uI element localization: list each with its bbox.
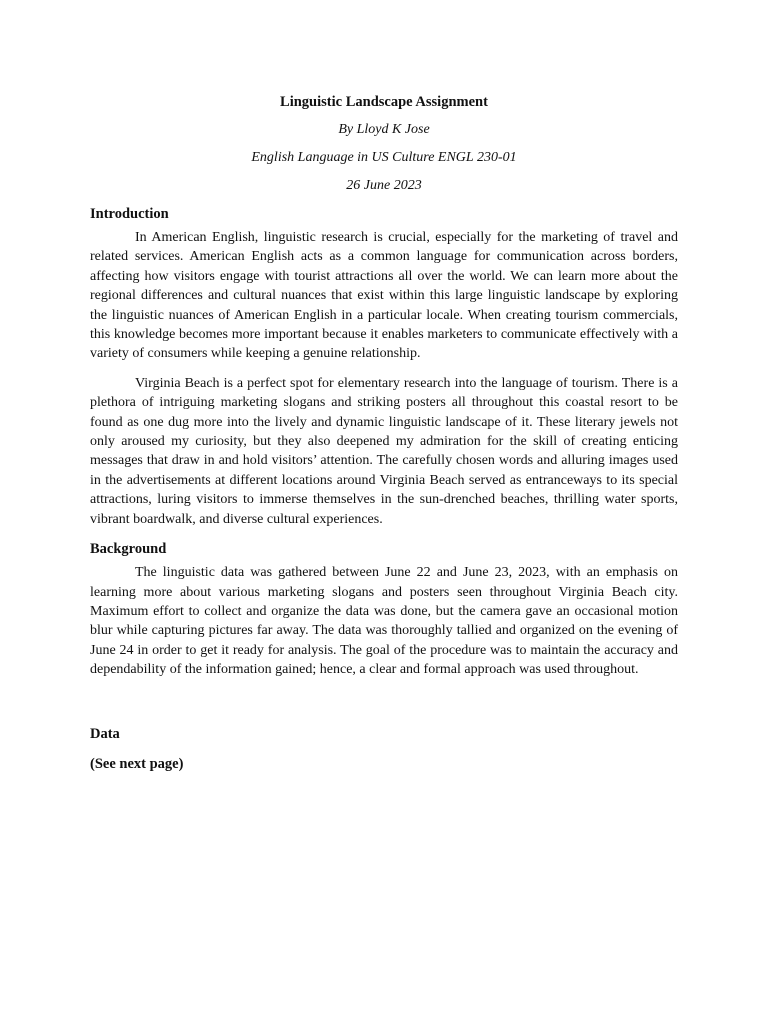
introduction-heading: Introduction — [90, 206, 169, 222]
document-page — [90, 92, 678, 778]
author-line: By Lloyd K Jose — [338, 122, 430, 137]
see-next-page-note: (See next page) — [90, 755, 184, 772]
introduction-paragraph-2: Virginia Beach is a perfect spot for elementary research into the language of tourism. There is a plethora of intriguing marketing slogans and striking posters all throughout this coastal resort to be found as one dug more into the lively and dynamic linguistic landscape of it. These literary jewels not only aroused my curiosity, but they also deepened my admiration for the skill of creating enticing messages that draw in and hold visitors’ attention. The carefully chosen words and alluring images used in the advertisements at different locations around Virginia Beach served as entranceways to its special attractions, luring visitors to immerse themselves in the sun-drenched beaches, thrilling water sports, vibrant boardwalk, and diverse cultural experiences. — [90, 375, 678, 527]
section-spacer — [90, 690, 678, 724]
date-line: 26 June 2023 — [346, 178, 422, 193]
introduction-paragraph-1: In American English, linguistic research is crucial, especially for the marketing of travel and related services. American English acts as a common language for communication across borders, affecting how visitors engage with tourist attractions all over the world. We can learn more about the regional differences and cultural nuances that exist within this large linguistic landscape by exploring the linguistic nuances of American English in a particular locale. When creating tourism commercials, this knowledge becomes more important because it enables marketers to communicate effectively with a variety of consumers while keeping a genuine relationship. — [90, 230, 678, 362]
document-title: Linguistic Landscape Assignment — [280, 94, 488, 110]
course-line: English Language in US Culture ENGL 230-01 — [251, 150, 517, 165]
background-heading: Background — [90, 541, 167, 558]
background-paragraph-1: The linguistic data was gathered between June 22 and June 23, 2023, with an emphasis on learning more about various marketing slogans and posters seen throughout Virginia Beach city. Maximum effort to collect and organize the data was done, but the camera gave an occasional motion blur while capturing pictures far away. The data was thoroughly tallied and organized on the evening of June 24 in order to get it ready for analysis. The goal of the procedure was to maintain the accuracy and dependability of the information gained; hence, a clear and formal approach was used throughout. — [90, 565, 678, 678]
data-heading: Data — [90, 725, 120, 742]
